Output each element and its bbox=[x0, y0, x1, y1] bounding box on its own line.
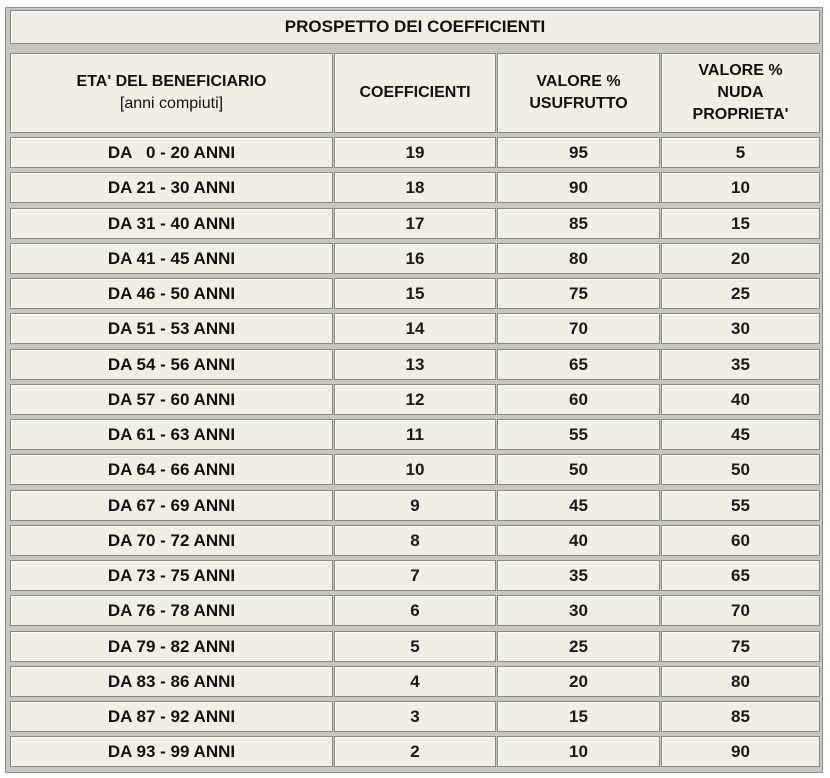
table-row-text: 60 bbox=[731, 530, 750, 550]
table-row-text: 6 bbox=[410, 600, 420, 620]
coefficient-cell bbox=[334, 701, 496, 732]
table-row-text: DA 31 - 40 ANNI bbox=[107, 213, 236, 233]
coefficient-cell bbox=[334, 666, 496, 697]
table-row-text: 5 bbox=[410, 636, 420, 656]
usufruct-value-cell bbox=[497, 278, 660, 309]
table-row-text: 14 bbox=[405, 318, 425, 338]
table-row-text: 25 bbox=[569, 636, 588, 656]
bare-ownership-value-cell bbox=[661, 454, 820, 485]
table-row-text: 18 bbox=[405, 177, 425, 197]
coefficient-cell bbox=[334, 208, 496, 239]
table-row-text: 55 bbox=[569, 424, 588, 444]
usufruct-value-cell bbox=[497, 595, 660, 626]
age-range-cell bbox=[10, 560, 333, 591]
header-coefficient bbox=[334, 53, 496, 133]
usufruct-value-cell bbox=[497, 313, 660, 344]
table-row-text: 20 bbox=[569, 671, 588, 691]
table-row-text: 50 bbox=[731, 459, 750, 479]
header-line: VALORE % bbox=[698, 62, 783, 79]
table-row-text: 9 bbox=[410, 495, 420, 515]
table-row-text: 10 bbox=[405, 459, 425, 479]
usufruct-value-cell bbox=[497, 525, 660, 556]
header-coefficient-text bbox=[359, 82, 470, 104]
table-row-text: 19 bbox=[405, 142, 425, 162]
table-row-text: 85 bbox=[569, 213, 588, 233]
table-row-text: 65 bbox=[731, 565, 750, 585]
header-line: ETA' DEL BENEFICIARIO bbox=[76, 73, 267, 90]
usufruct-value-cell bbox=[497, 454, 660, 485]
bare-ownership-value-cell bbox=[661, 384, 820, 415]
coefficient-cell bbox=[334, 278, 496, 309]
age-range-cell bbox=[10, 278, 333, 309]
table-row-text: DA 51 - 53 ANNI bbox=[107, 318, 236, 338]
header-bare-ownership-text bbox=[693, 60, 789, 126]
usufruct-value-cell bbox=[497, 701, 660, 732]
age-range-cell bbox=[10, 701, 333, 732]
usufruct-value-cell bbox=[497, 349, 660, 380]
usufruct-value-cell bbox=[497, 243, 660, 274]
table-row-text: 25 bbox=[731, 283, 750, 303]
table-row-text: 80 bbox=[569, 248, 588, 268]
usufruct-value-cell bbox=[497, 172, 660, 203]
table-row-text: 17 bbox=[405, 213, 425, 233]
table-row-text: 15 bbox=[569, 706, 588, 726]
table-row-text: DA 67 - 69 ANNI bbox=[107, 495, 236, 515]
table-row-text: 7 bbox=[410, 565, 420, 585]
table-row-text: 40 bbox=[569, 530, 588, 550]
table-row-text: DA 46 - 50 ANNI bbox=[107, 283, 236, 303]
usufruct-value-cell bbox=[497, 560, 660, 591]
table-row-text: 45 bbox=[569, 495, 588, 515]
age-range-cell bbox=[10, 208, 333, 239]
table-row-text: 8 bbox=[410, 530, 420, 550]
table-row-text: 15 bbox=[405, 283, 425, 303]
table-row-text: 90 bbox=[731, 741, 750, 761]
header-usufruct bbox=[497, 53, 660, 133]
table-row-text: 12 bbox=[405, 389, 425, 409]
bare-ownership-value-cell bbox=[661, 278, 820, 309]
table-row-text: DA 0 - 20 ANNI bbox=[107, 142, 236, 162]
table-row-text: 20 bbox=[731, 248, 750, 268]
usufruct-value-cell bbox=[497, 490, 660, 521]
table-row-text: 30 bbox=[569, 600, 588, 620]
bare-ownership-value-cell bbox=[661, 208, 820, 239]
age-range-cell bbox=[10, 349, 333, 380]
usufruct-value-cell bbox=[497, 736, 660, 767]
table-row-text: DA 70 - 72 ANNI bbox=[107, 530, 236, 550]
table-row-text: 80 bbox=[731, 671, 750, 691]
table-row-text: 45 bbox=[731, 424, 750, 444]
table-row-text: DA 76 - 78 ANNI bbox=[107, 600, 236, 620]
table-row-text: 11 bbox=[406, 424, 424, 444]
coefficient-cell bbox=[334, 525, 496, 556]
bare-ownership-value-cell bbox=[661, 313, 820, 344]
bare-ownership-value-cell bbox=[661, 525, 820, 556]
coefficient-cell bbox=[334, 313, 496, 344]
usufruct-value-cell bbox=[497, 137, 660, 168]
table-row-text: 70 bbox=[731, 600, 750, 620]
header-usufruct-text bbox=[529, 71, 627, 115]
table-row-text: 35 bbox=[569, 565, 588, 585]
table-row-text: DA 57 - 60 ANNI bbox=[107, 389, 236, 409]
header-line: NUDA bbox=[717, 84, 764, 101]
bare-ownership-value-cell bbox=[661, 560, 820, 591]
table-row-text: 35 bbox=[731, 354, 750, 374]
bare-ownership-value-cell bbox=[661, 137, 820, 168]
table-row-text: DA 87 - 92 ANNI bbox=[107, 706, 236, 726]
coefficient-cell bbox=[334, 137, 496, 168]
age-range-cell bbox=[10, 243, 333, 274]
table-row-text: 85 bbox=[731, 706, 750, 726]
bare-ownership-value-cell bbox=[661, 701, 820, 732]
age-range-cell bbox=[10, 384, 333, 415]
age-range-cell bbox=[10, 525, 333, 556]
coefficient-cell bbox=[334, 454, 496, 485]
bare-ownership-value-cell bbox=[661, 595, 820, 626]
age-range-cell bbox=[10, 313, 333, 344]
table-row-text: 55 bbox=[731, 495, 750, 515]
bare-ownership-value-cell bbox=[661, 631, 820, 662]
table-row-text: 3 bbox=[410, 706, 420, 726]
bare-ownership-value-cell bbox=[661, 172, 820, 203]
header-line: PROPRIETA' bbox=[692, 106, 789, 123]
header-age bbox=[10, 53, 333, 133]
table-row-text: 75 bbox=[731, 636, 750, 656]
header-age-text bbox=[77, 71, 267, 115]
coefficient-cell bbox=[334, 419, 496, 450]
table-row-text: 50 bbox=[569, 459, 588, 479]
coefficient-cell bbox=[334, 384, 496, 415]
coefficient-cell bbox=[334, 172, 496, 203]
bare-ownership-value-cell bbox=[661, 490, 820, 521]
bare-ownership-value-cell bbox=[661, 666, 820, 697]
usufruct-value-cell bbox=[497, 631, 660, 662]
table-row-text: 90 bbox=[569, 177, 588, 197]
coefficient-cell bbox=[334, 736, 496, 767]
age-range-cell bbox=[10, 666, 333, 697]
table-row-text: 40 bbox=[731, 389, 750, 409]
table-row-text: DA 73 - 75 ANNI bbox=[107, 565, 236, 585]
age-range-cell bbox=[10, 631, 333, 662]
table-row-text: 65 bbox=[569, 354, 588, 374]
table-row-text: 10 bbox=[731, 177, 750, 197]
age-range-cell bbox=[10, 595, 333, 626]
age-range-cell bbox=[10, 419, 333, 450]
usufruct-value-cell bbox=[497, 384, 660, 415]
age-range-cell bbox=[10, 172, 333, 203]
coefficient-cell bbox=[334, 560, 496, 591]
table-row-text: 16 bbox=[405, 248, 425, 268]
table-row-text: 2 bbox=[410, 741, 420, 761]
table-row-text: DA 93 - 99 ANNI bbox=[107, 741, 236, 761]
bare-ownership-value-cell bbox=[661, 736, 820, 767]
coefficient-cell bbox=[334, 243, 496, 274]
header-line: VALORE % bbox=[536, 73, 621, 90]
table-row-text: DA 61 - 63 ANNI bbox=[107, 424, 236, 444]
header-bare-ownership bbox=[661, 53, 820, 133]
table-row-text: 60 bbox=[569, 389, 588, 409]
table-row-text: DA 54 - 56 ANNI bbox=[107, 354, 236, 374]
table-row-text: 30 bbox=[731, 318, 750, 338]
table-row-text: 10 bbox=[569, 741, 588, 761]
header-line: [anni compiuti] bbox=[119, 95, 224, 112]
table-row-text: 4 bbox=[410, 671, 420, 691]
table-row-text: DA 64 - 66 ANNI bbox=[107, 459, 236, 479]
table-row-text: DA 21 - 30 ANNI bbox=[107, 177, 236, 197]
coefficient-cell bbox=[334, 631, 496, 662]
bare-ownership-value-cell bbox=[661, 419, 820, 450]
coefficient-cell bbox=[334, 490, 496, 521]
age-range-cell bbox=[10, 736, 333, 767]
age-range-cell bbox=[10, 490, 333, 521]
usufruct-value-cell bbox=[497, 419, 660, 450]
usufruct-value-cell bbox=[497, 208, 660, 239]
age-range-cell bbox=[10, 454, 333, 485]
table-row-text: 75 bbox=[569, 283, 588, 303]
bare-ownership-value-cell bbox=[661, 243, 820, 274]
header-line: USUFRUTTO bbox=[529, 95, 628, 112]
table-title: PROSPETTO DEI COEFFICIENTI bbox=[10, 10, 820, 44]
table-row-text: 15 bbox=[731, 213, 750, 233]
bare-ownership-value-cell bbox=[661, 349, 820, 380]
age-range-cell bbox=[10, 137, 333, 168]
header-line: COEFFICIENTI bbox=[359, 84, 471, 101]
table-row-text: DA 41 - 45 ANNI bbox=[107, 248, 236, 268]
table-row-text: 95 bbox=[569, 142, 588, 162]
coefficient-cell bbox=[334, 349, 496, 380]
table-row-text: DA 83 - 86 ANNI bbox=[107, 671, 236, 691]
table-row-text: 5 bbox=[735, 142, 746, 162]
table-row-text: 70 bbox=[569, 318, 588, 338]
table-row-text: DA 79 - 82 ANNI bbox=[107, 636, 236, 656]
coefficient-cell bbox=[334, 595, 496, 626]
table-row-text: 13 bbox=[405, 354, 425, 374]
usufruct-value-cell bbox=[497, 666, 660, 697]
